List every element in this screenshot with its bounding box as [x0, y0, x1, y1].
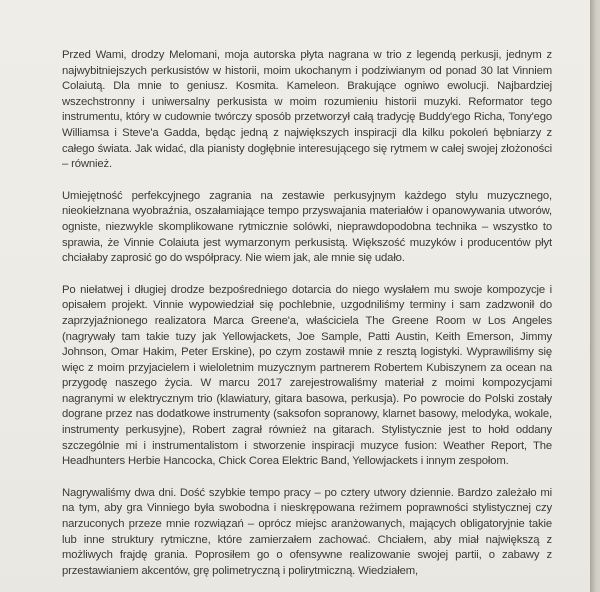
body-text [62, 48, 552, 592]
paragraph-sessions: Nagrywaliśmy dwa dni. Dość szybkie tempo pracy – po cztery utwory dziennie. Bardzo zależało mi na tym, aby gra Vinniego była swobodna i nieskrępowana reżimem poprawności stylistycznej czy narzuconych przeze mnie rozwiązań – oprócz miejsc aranżowanych, mających obligatoryjnie takie lub inne struktury rytmiczne, które zamierzałem zachować. Chciałem, aby miał największą z możliwych frajdę grania. Poprosiłem go o ofensywne realizowanie swojej partii, o zabawy z przestawianiem akcentów, grę polimetryczną i polirytmiczną. Wiedziałem, [62, 486, 552, 577]
page-edge [590, 0, 600, 592]
paragraph-intro: Przed Wami, drodzy Melomani, moja autorska płyta nagrana w trio z legendą perkusji, jednym z najwybitniejszych perkusistów w historii, moim ukochanym i podziwianym od ponad 30 lat Vinniem Colaiutą. Dla mnie to geniusz. Kosmita. Kameleon. Brakujące ogniwo ewolucji. Najbardziej wszechstronny i uniwersalny perkusista w moim rozumieniu historii muzyki. Reformator tego instrumentu, który w cudownie twórczy sposób przetworzył całą tradycję Buddy'ego Richa, Tony'ego Williamsa i Steve'a Gadda, będąc jedną z największych inspiracji dla kilku pokoleń bębniarzy z całego świata. Jak widać, dla pianisty dogłębnie interesującego się rytmem w całej swojej złożoności – również. [62, 49, 552, 171]
paragraph-recording-story: Po niełatwej i długiej drodze bezpośredniego dotarcia do niego wysłałem mu swoje kompozycje i opisałem projekt. Vinnie wypowiedział się pochlebnie, uzgodniliśmy terminy i sam zadzwonił do zaprzyjaźnionego realizatora Marca Greene'a, właściciela The Greene Room w Los Angeles (nagrywały tam takie tuzy jak Yellowjackets, Joe Sample, Patti Austin, Keith Emerson, Jimmy Johnson, Omar Hakim, Peter Erskine), po czym zostawił mnie z resztą logistyki. Wyprawiliśmy się więc z moim przyjacielem i wieloletnim muzycznym partnerem Robertem Kubiszynem za ocean na przygodę naszego życia. W marcu 2017 zarejestrowaliśmy materiał z moimi kompozycjami nagranymi w elektrycznym trio (klawiatury, gitara basowa, perkusja). Po powrocie do Polski zostały dograne przez nas dodatkowe instrumenty (saksofon sopranowy, klarnet basowy, melodyka, wokale, instrumenty perkusyjne), Robert zagrał również na gitarach. Stylistycznie jest to hołd oddany szczególnie mi i instrumentalistom i stworzenie inspiracji muzyce fusion: Weather Report, The Headhunters Herbie Hancocka, Chick Corea Elektric Band, Yellowjackets i innym zespołom. [62, 283, 552, 468]
paragraph-skills: Umiejętność perfekcyjnego zagrania na zestawie perkusyjnym każdego stylu muzycznego, nieokiełznana wyobraźnia, oszałamiające tempo przyswajania materiałów i opanowywania utworów, ogniste, niezwykle skomplikowane rytmicznie solówki, nieprawdopodobna technika – wszystko to sprawia, że Vinnie Colaiuta jest wymarzonym perkusistą. Większość muzyków i producentów płyt chciałaby zaprosić go do współpracy. Nie wiem jak, ale mnie się udało. [62, 189, 552, 265]
